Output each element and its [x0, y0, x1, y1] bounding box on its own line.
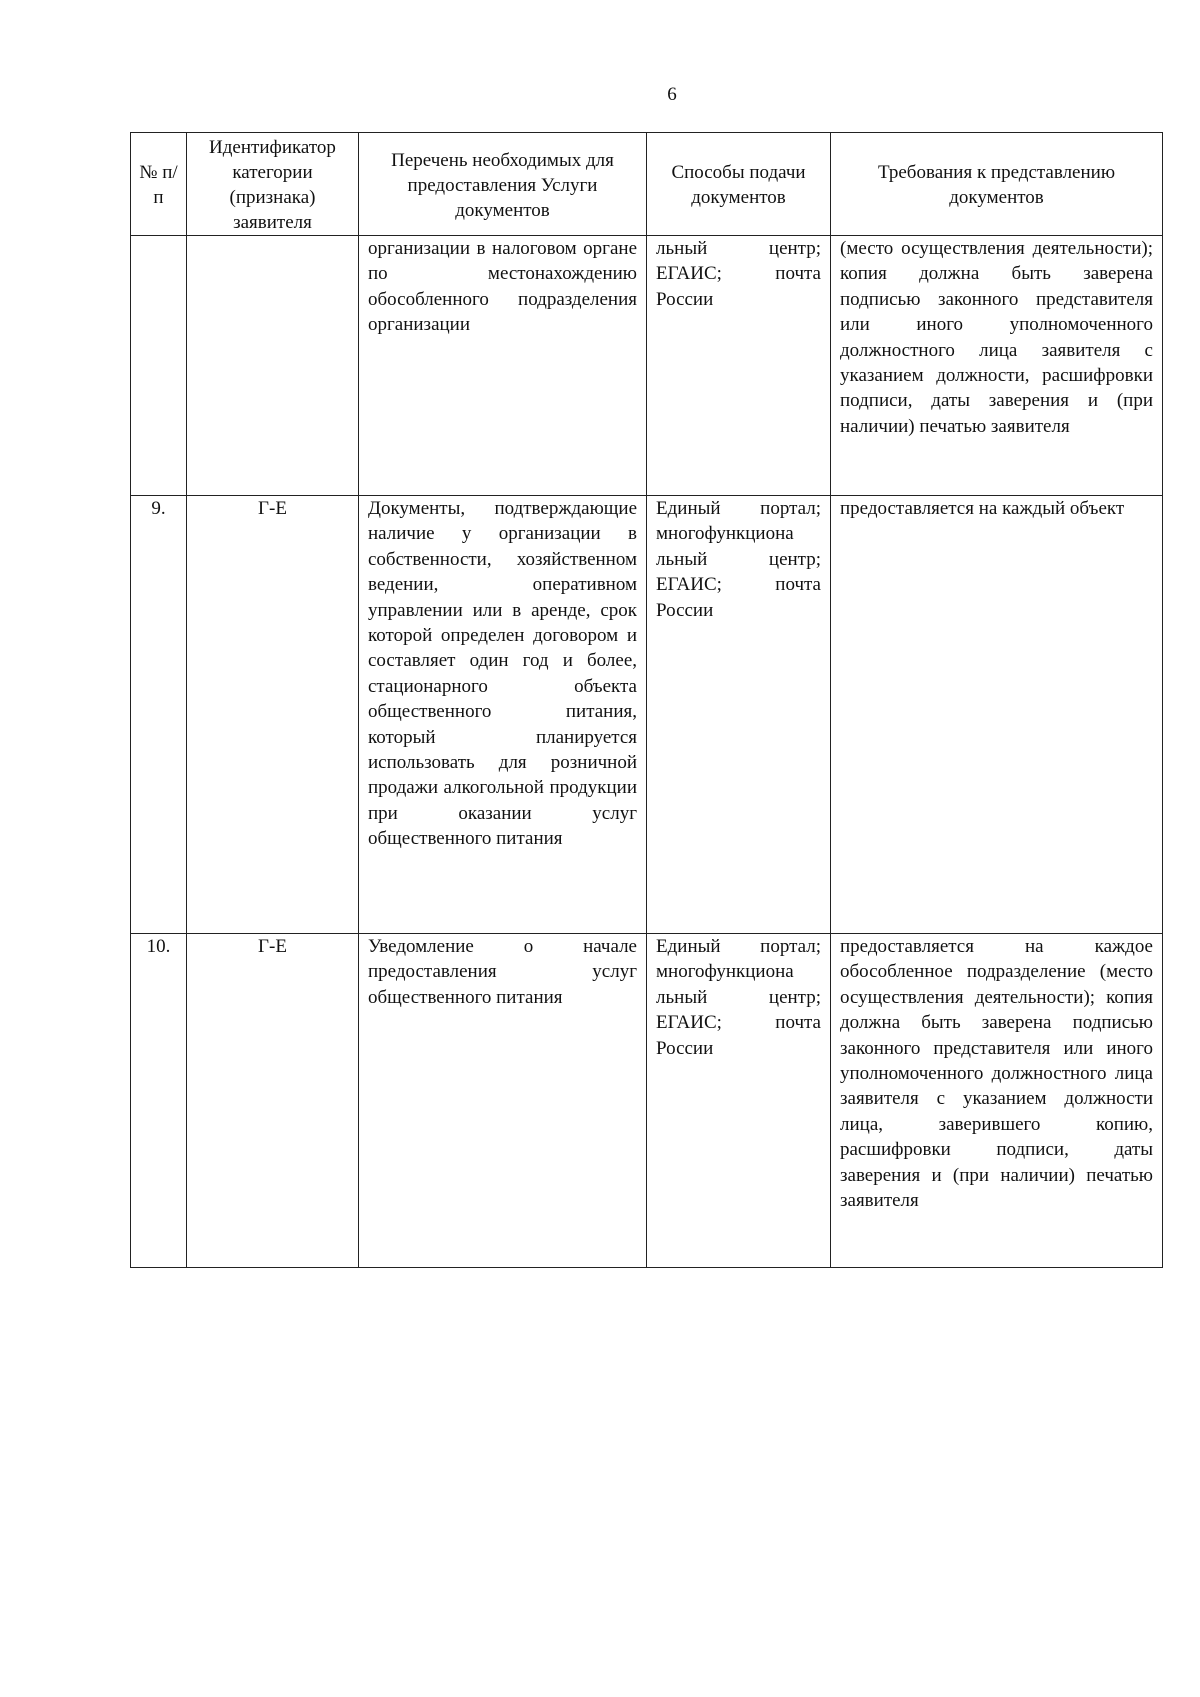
header-requirements: Требования к представлению документов — [831, 133, 1163, 236]
row-number: 9. — [131, 496, 187, 934]
row-methods: Единый портал; многофункциона льный центр; ЕГАИС; почта России — [647, 496, 831, 934]
row-methods: Единый портал; многофункциона льный центр; ЕГАИС; почта России — [647, 934, 831, 1268]
page-number: 6 — [667, 84, 677, 105]
documents-table — [130, 132, 1163, 1268]
table-row — [131, 934, 1163, 1268]
header-submission-methods: Способы подачи документов — [647, 133, 831, 236]
header-documents-list: Перечень необходимых для предоставления Услуги документов — [359, 133, 647, 236]
row-number — [131, 236, 187, 496]
table-row — [131, 496, 1163, 934]
row-category — [187, 236, 359, 496]
row-category: Г-Е — [187, 934, 359, 1268]
row-requirements: предоставляется на каждый объект — [831, 496, 1163, 934]
row-requirements: предоставляется на каждое обособленное подразделение (место осуществления деятельности); копия должна быть заверена подписью законного представителя или иного уполномоченного должностного лица заявителя с указанием должности лица, заверившего копию, расшифровки подписи, даты заверения и (при наличии) печатью заявителя — [831, 934, 1163, 1268]
row-methods: льный центр; ЕГАИС; почта России — [647, 236, 831, 496]
row-documents: Уведомление о начале предоставления услуг общественного питания — [359, 934, 647, 1268]
row-documents: организации в налоговом органе по местонахождению обособленного подразделения организации — [359, 236, 647, 496]
row-requirements: (место осуществления деятельности); копия должна быть заверена подписью законного представителя или иного уполномоченного должностного лица заявителя с указанием должности, расшифровки подписи, даты заверения и (при наличии) печатью заявителя — [831, 236, 1163, 496]
row-number: 10. — [131, 934, 187, 1268]
header-category-id: Идентификатор категории (признака) заявителя — [187, 133, 359, 236]
table-header-row — [131, 133, 1163, 236]
row-category: Г-Е — [187, 496, 359, 934]
row-documents: Документы, подтверждающие наличие у организации в собственности, хозяйственном ведении, оперативном управлении или в аренде, срок которой определен договором и составляет один год и более, стационарного объекта общественного питания, который планируется использовать для розничной продажи алкогольной продукции при оказании услуг общественного питания — [359, 496, 647, 934]
header-number: № п/п — [131, 133, 187, 236]
table-row — [131, 236, 1163, 496]
